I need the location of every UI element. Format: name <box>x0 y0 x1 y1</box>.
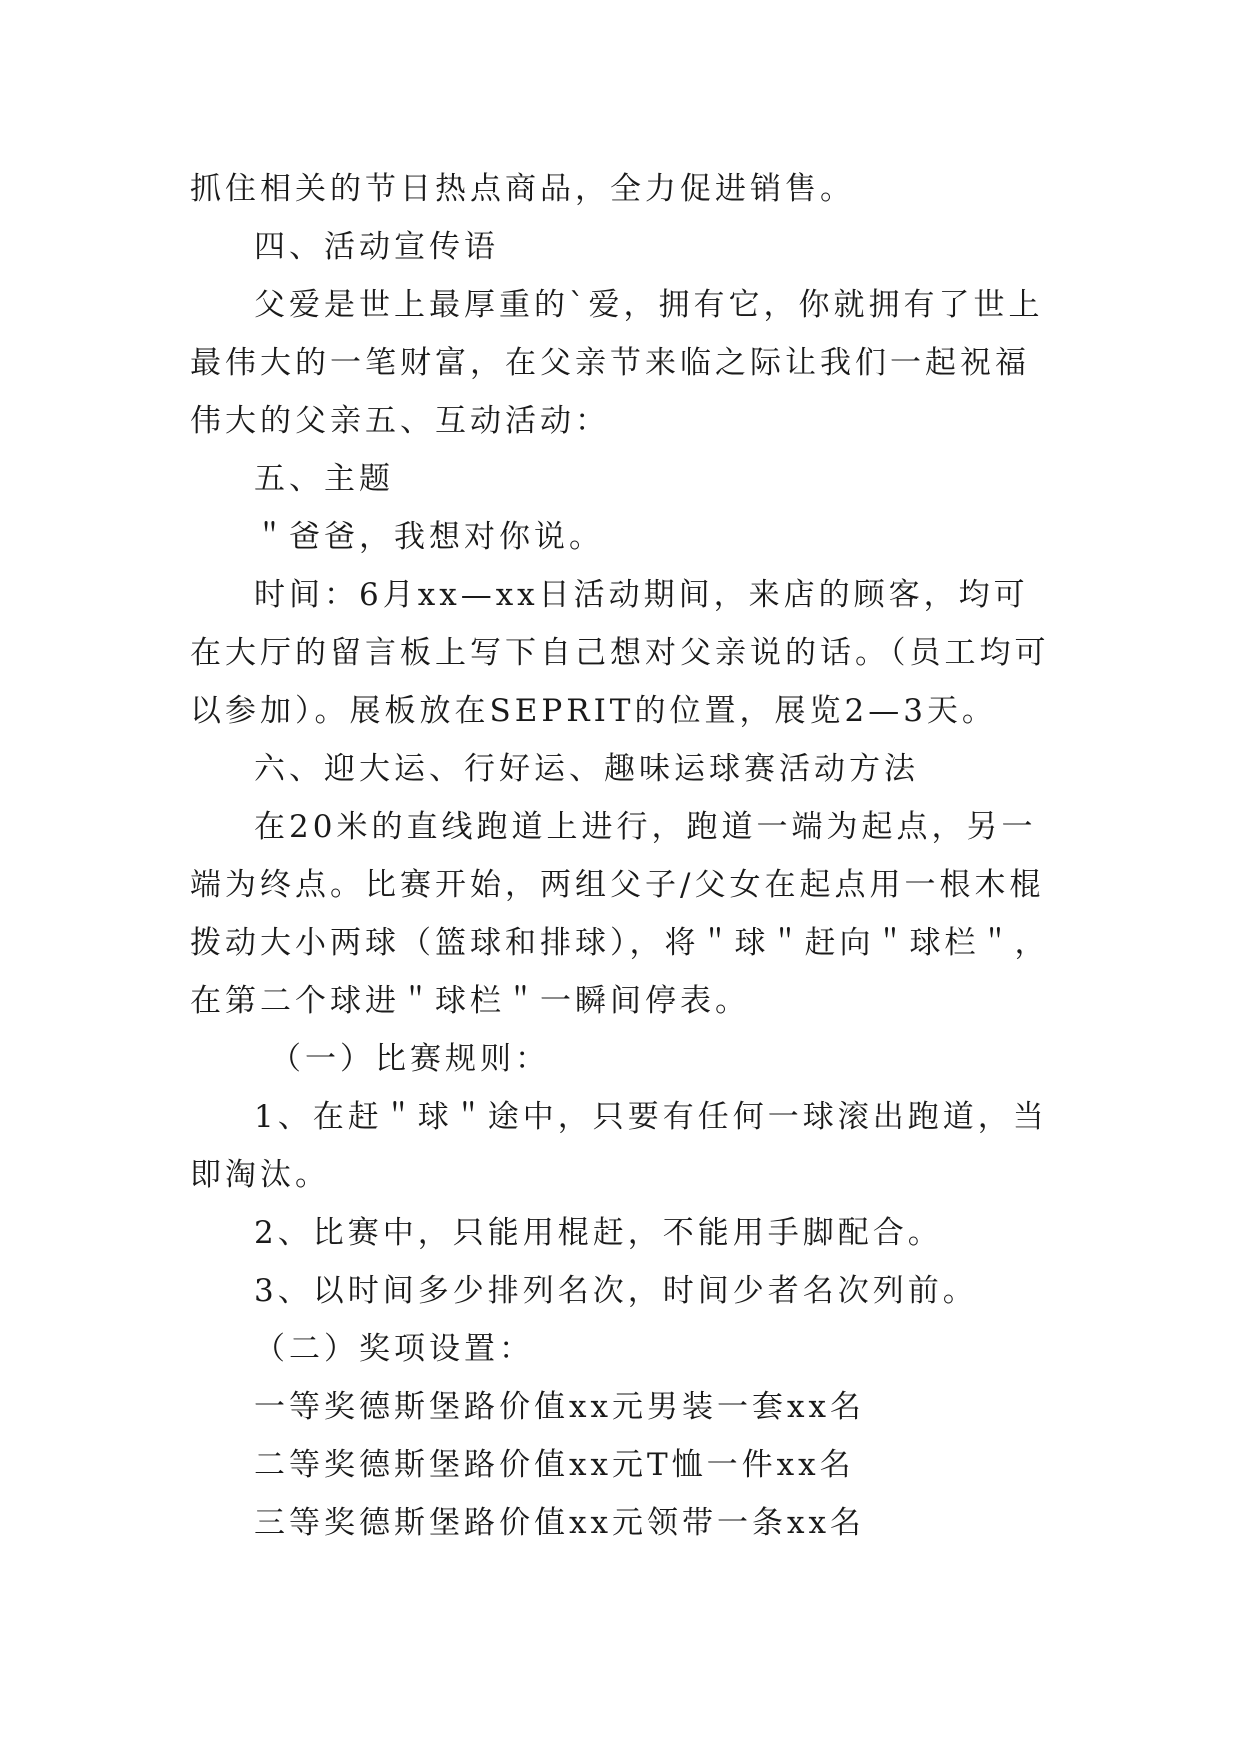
paragraph-activity-method: 在20米的直线跑道上进行，跑道一端为起点，另一端为终点。比赛开始，两组父子/父女在起点用一根木棍拨动大小两球（篮球和排球），将＂球＂赶向＂球栏＂，在第二个球进＂球栏＂一瞬间停表。 <box>190 809 1050 1019</box>
paragraph-sales-promotion: 抓住相关的节日热点商品，全力促进销售。 <box>190 171 855 207</box>
heading-awards: （二）奖项设置： <box>254 1331 534 1367</box>
paragraph-slogan: 父爱是世上最厚重的`爱，拥有它，你就拥有了世上最伟大的一笔财富，在父亲节来临之际让我们一起祝福伟大的父亲五、互动活动： <box>190 287 1044 439</box>
award-item-first: 一等奖德斯堡路价值xx元男装一套xx名 <box>254 1389 865 1425</box>
rule-item-2: 2、比赛中，只能用棍赶，不能用手脚配合。 <box>254 1215 943 1251</box>
paragraph-time-details: 时间：6月xx—xx日活动期间，来店的顾客，均可在大厅的留言板上写下自己想对父亲说的话。（员工均可以参加）。展板放在SEPRIT的位置，展览2—3天。 <box>190 577 1050 729</box>
rule-item-3: 3、以时间多少排列名次，时间少者名次列前。 <box>254 1273 978 1309</box>
heading-theme: 五、主题 <box>254 461 394 497</box>
award-item-second: 二等奖德斯堡路价值xx元T恤一件xx名 <box>254 1447 855 1483</box>
heading-slogan: 四、活动宣传语 <box>254 229 499 265</box>
paragraph-theme: ＂爸爸，我想对你说。 <box>254 519 604 555</box>
heading-competition-rules: （一）比赛规则： <box>270 1041 550 1077</box>
heading-activity-method: 六、迎大运、行好运、趣味运球赛活动方法 <box>254 751 919 787</box>
rule-item-1: 1、在赶＂球＂途中，只要有任何一球滚出跑道，当即淘汰。 <box>190 1099 1048 1193</box>
award-item-third: 三等奖德斯堡路价值xx元领带一条xx名 <box>254 1505 865 1541</box>
document-body <box>190 160 1056 1552</box>
